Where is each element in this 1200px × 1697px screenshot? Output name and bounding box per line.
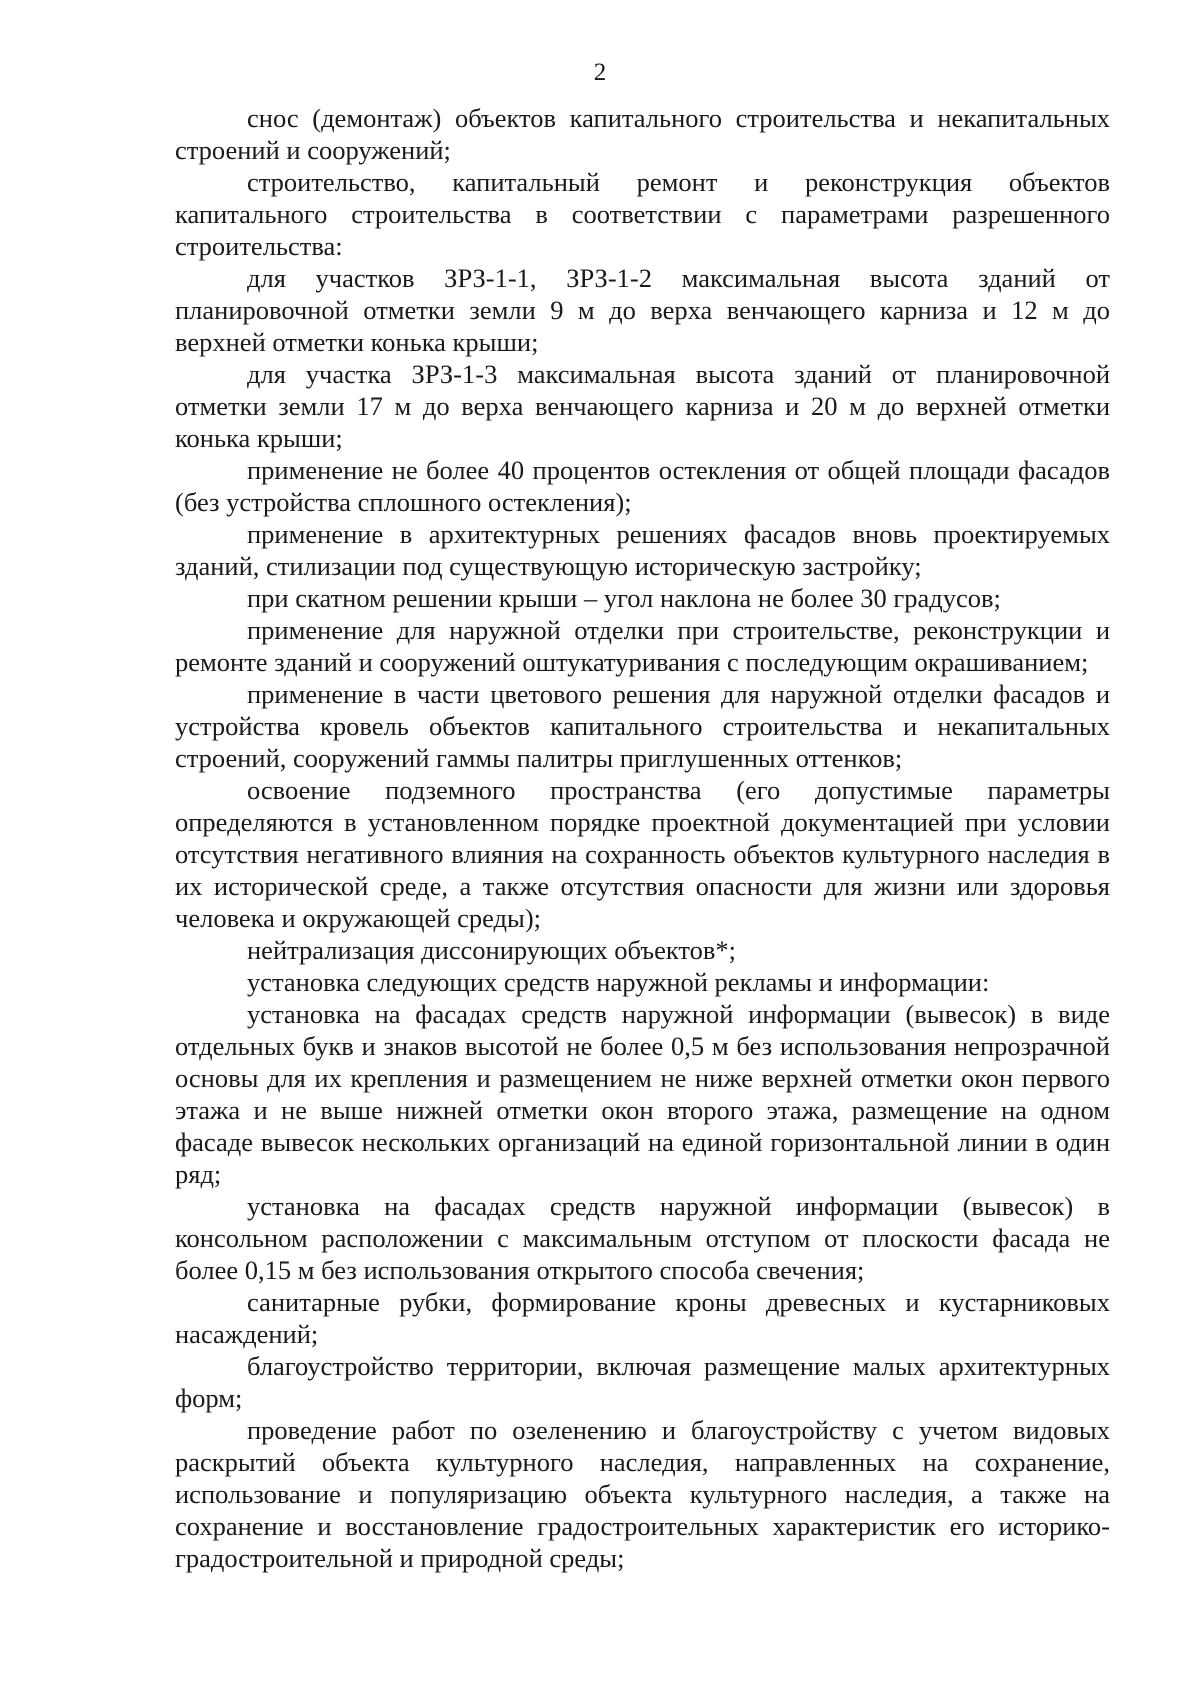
page-number: 2 [593,59,607,86]
paragraph-signs-console: установка на фасадах средств наружной информации (вывесок) в консольном расположении с максимальным отступом от плоскости фасада не более 0,15 м без использования открытого способа свечения; [175,1191,1110,1285]
paragraph-sanitary-felling: санитарные рубки, формирование кроны древесных и кустарниковых насаждений; [175,1287,1110,1349]
paragraph-underground-space: освоение подземного пространства (его допустимые параметры определяются в установленном порядке проектной документацией при условии отсутствия негативного влияния на сохранность объектов культурного наследия в их исторической среде, а также отсутствия опасности для жизни или здоровья человека и окружающей среды); [175,775,1110,933]
paragraph-greening-works: проведение работ по озеленению и благоустройству с учетом видовых раскрытий объекта культурного наследия, направленных на сохранение, использование и популяризацию объекта культурного наследия, а также на сохранение и восстановление градостроительных характеристик его историко-градостроительной и природной среды; [175,1415,1110,1573]
paragraph-roof-slope: при скатном решении крыши – угол наклона не более 30 градусов; [247,583,1001,613]
document-body [175,102,1110,1574]
paragraph-color-palette: применение в части цветового решения для наружной отделки фасадов и устройства кровель объектов капитального строительства и некапитальных строений, сооружений гаммы палитры приглушенных оттенков; [175,679,1110,773]
paragraph-facade-stylization: применение в архитектурных решениях фасадов вновь проектируемых зданий, стилизации под существующую историческую застройку; [175,519,1110,581]
paragraph-dissonant-objects: нейтрализация диссонирующих объектов*; [247,935,736,965]
paragraph-advertising: установка следующих средств наружной рекламы и информации: [247,967,990,997]
paragraph-construction: строительство, капитальный ремонт и реконструкция объектов капитального строительства в соответствии с параметрами разрешенного строительства: [175,167,1110,261]
paragraph-demolition: снос (демонтаж) объектов капитального строительства и некапитальных строений и сооружений; [175,103,1110,165]
paragraph-height-zrz-1-1-1-2: для участков ЗРЗ-1-1, ЗРЗ-1-2 максимальная высота зданий от планировочной отметки земли 9 м до верха венчающего карниза и 12 м до верхней отметки конька крыши; [175,263,1110,357]
paragraph-signs-letters: установка на фасадах средств наружной информации (вывесок) в виде отдельных букв и знаков высотой не более 0,5 м без использования непрозрачной основы для их крепления и размещением не ниже верхней отметки окон первого этажа и не выше нижней отметки окон второго этажа, размещение на одном фасаде вывесок нескольких организаций на единой горизонтальной линии в один ряд; [175,999,1110,1189]
paragraph-height-zrz-1-3: для участка ЗРЗ-1-3 максимальная высота зданий от планировочной отметки земли 17 м до верха венчающего карниза и 20 м до верхней отметки конька крыши; [175,359,1110,453]
paragraph-landscaping: благоустройство территории, включая размещение малых архитектурных форм; [175,1351,1110,1413]
paragraph-glazing: применение не более 40 процентов остекления от общей площади фасадов (без устройства сплошного остекления); [175,455,1110,517]
paragraph-plastering: применение для наружной отделки при строительстве, реконструкции и ремонте зданий и сооружений оштукатуривания с последующим окрашиванием; [175,615,1110,677]
